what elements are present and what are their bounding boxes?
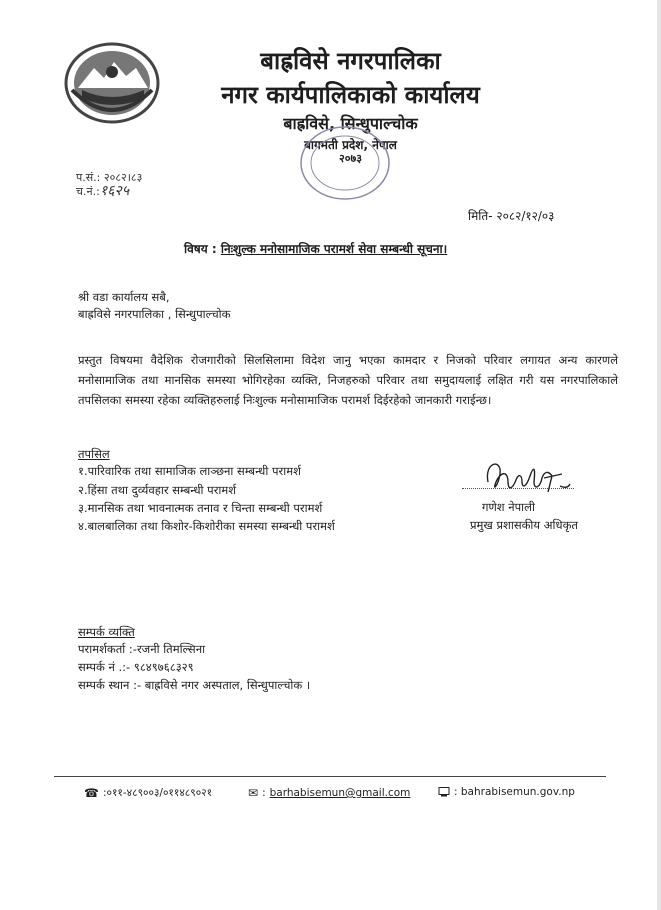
contact-heading: सम्पर्क व्यक्ति bbox=[78, 625, 135, 639]
dispatch-number-label: च.नं.: bbox=[76, 185, 100, 198]
list-item: १.पारिवारिक तथा सामाजिक लाञ्छना सम्बन्धी परामर्श bbox=[78, 464, 301, 478]
list-item: ४.बालबालिका तथा किशोर-किशोरीका समस्या सम्बन्धी परामर्श bbox=[78, 519, 335, 533]
footer-divider bbox=[54, 776, 606, 777]
contact-phone: सम्पर्क नं .:- ९८४९७६८३२९ bbox=[78, 660, 194, 674]
signatory-title: प्रमुख प्रशासकीय अधिकृत bbox=[470, 518, 578, 532]
computer-icon bbox=[438, 787, 450, 797]
office-location: बाह्रविसे, सिन्धुपाल्चोक bbox=[283, 114, 418, 133]
subject-label: विषय : bbox=[184, 242, 217, 256]
footer-website bbox=[438, 786, 575, 798]
envelope-icon: ✉ bbox=[248, 786, 259, 800]
dispatch-number-handwritten: १६२५ bbox=[100, 183, 130, 199]
body-paragraph: प्रस्तुत विषयमा वैदेशिक रोजगारीको सिलसिलामा विदेश जानु भएका कामदार र निजको परिवार लगायत अन्य कारणले मनोसामाजिक तथा मानसिक समस्या भोगिरहेका व्यक्ति, निजहरुको परिवार तथा समुदायलाई लक्षित गरी यस नगरपालिकाले तपसिलका समस्या रहेका व्यक्तिहरुलाई निःशुल्क मनोसामाजिक परामर्श दिईरहेको जानकारी गराईन्छ। bbox=[78, 353, 618, 407]
list-item: ३.मानसिक तथा भावनात्मक तनाव र चिन्ता सम्बन्धी परामर्श bbox=[78, 501, 323, 515]
contact-place: सम्पर्क स्थान :- बाह्रविसे नगर अस्पताल, सिन्धुपाल्चोक । bbox=[78, 678, 311, 692]
office-name: नगर कार्यपालिकाको कार्यालय bbox=[221, 81, 480, 109]
signature-line bbox=[462, 488, 574, 489]
list-item: २.हिंसा तथा दुर्व्यवहार सम्बन्धी परामर्श bbox=[78, 483, 237, 497]
office-stamp bbox=[298, 124, 392, 202]
subject-text: निःशुल्क मनोसामाजिक परामर्श सेवा सम्बन्धी सूचना। bbox=[220, 242, 448, 256]
province-name: बागमती प्रदेश, नेपाल bbox=[304, 138, 397, 152]
addressee-line-1: श्री वडा कार्यालय सबै, bbox=[78, 290, 170, 304]
subject-line bbox=[184, 240, 447, 257]
reference-number: प.सं.: २०८२।८३ bbox=[76, 171, 143, 184]
handwritten-signature bbox=[482, 452, 582, 500]
footer-email-link[interactable]: barhabisemun@gmail.com bbox=[269, 787, 411, 799]
details-heading: तपसिल bbox=[78, 447, 110, 461]
telephone-icon: ☎ bbox=[84, 786, 99, 800]
footer-phone bbox=[84, 786, 212, 800]
footer-phone-text: :०११-४८९००३/०११४८९०२१ bbox=[102, 787, 213, 799]
footer-email: ✉ : barhabisemun@gmail.com bbox=[248, 786, 411, 800]
letter-date: मिति- २०८२/१२/०३ bbox=[468, 209, 555, 223]
signatory-name: गणेश नेपाली bbox=[482, 500, 535, 514]
municipality-name: बाह्रविसे नगरपालिका bbox=[260, 47, 441, 75]
footer-website-text[interactable]: : bahrabisemun.gov.np bbox=[454, 786, 575, 798]
established-year: २०७३ bbox=[339, 152, 362, 165]
addressee-line-2: बाह्रविसे नगरपालिका , सिन्धुपाल्चोक bbox=[78, 307, 231, 321]
contact-counselor: परामर्शकर्ता :-रजनी तिमल्सिना bbox=[78, 642, 206, 656]
